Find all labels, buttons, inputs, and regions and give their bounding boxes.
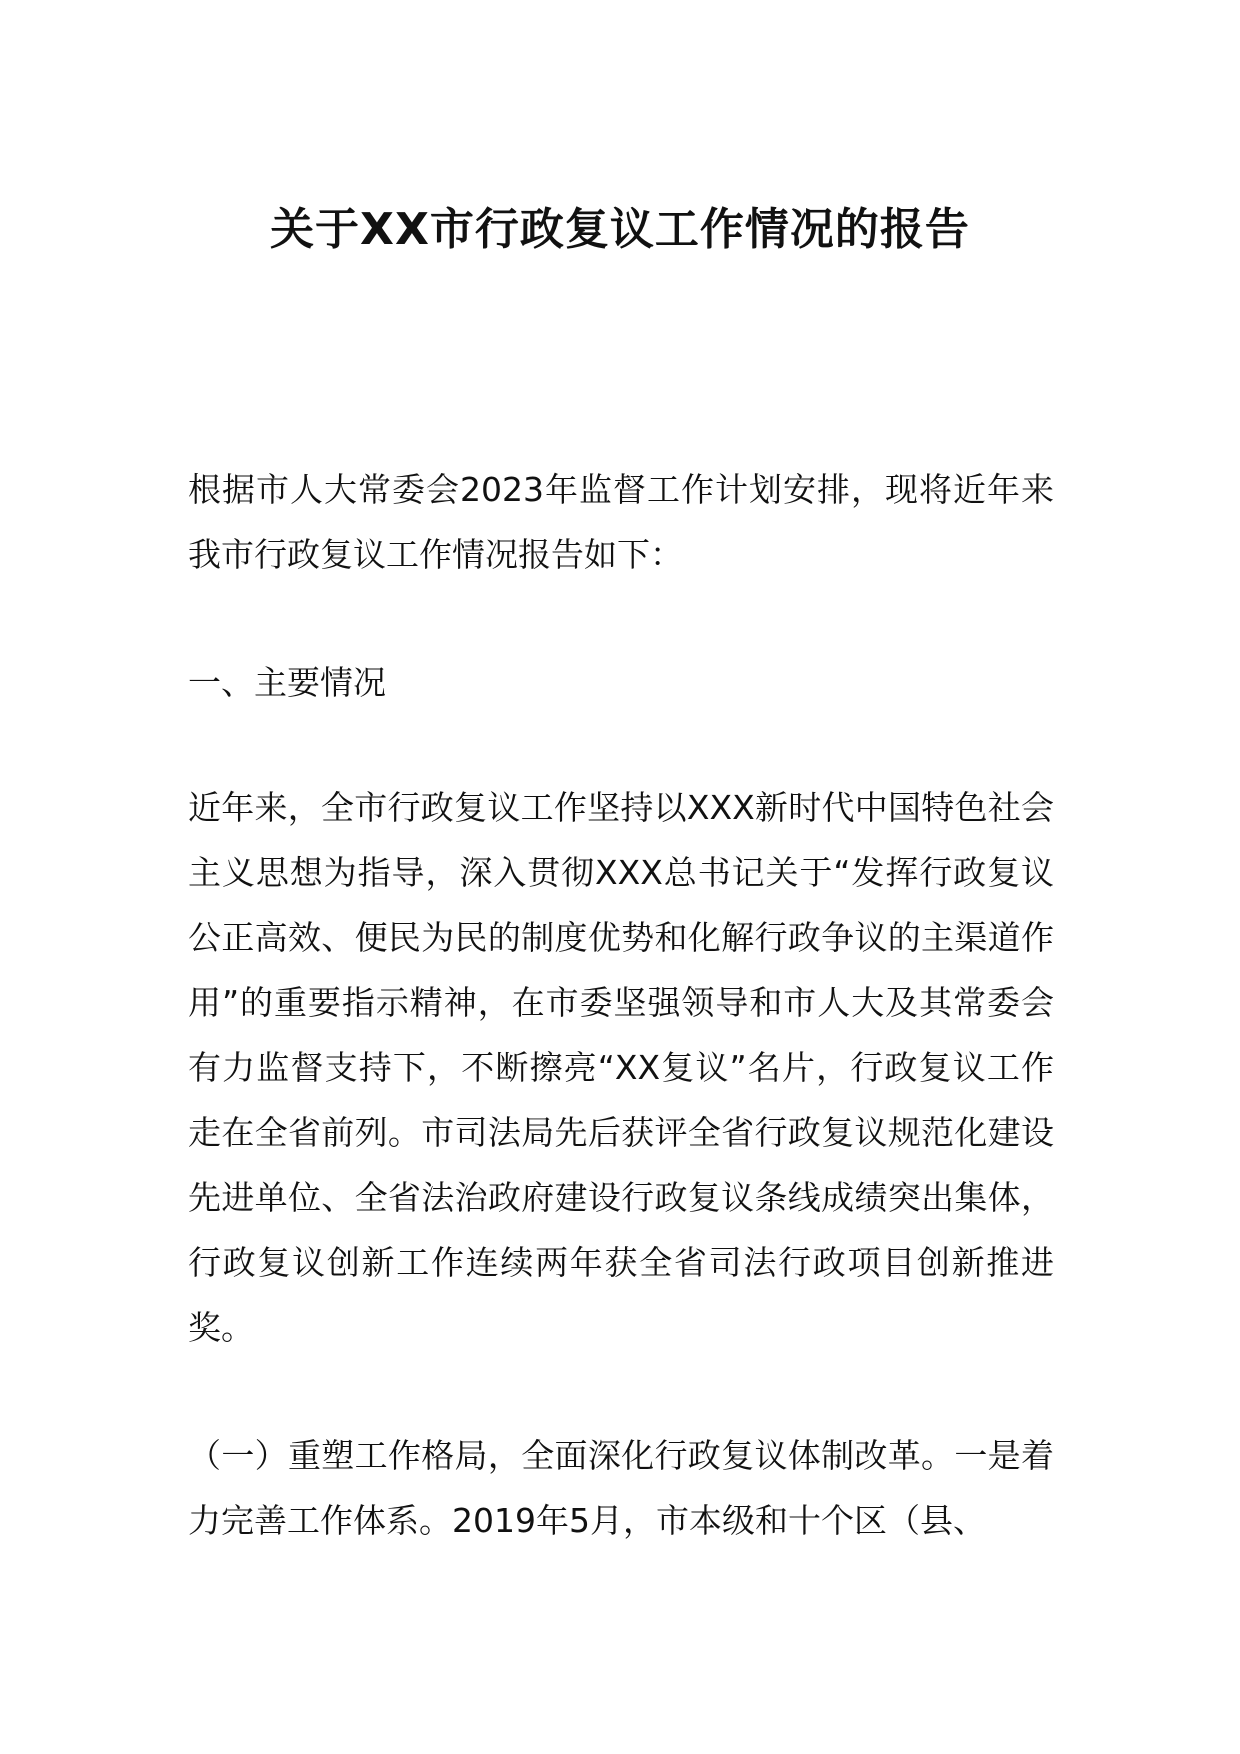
subsection-paragraph: （一）重塑工作格局，全面深化行政复议体制改革。一是着力完善工作体系。2019年5月，市本级和十个区（县、 (188, 1436, 1054, 1540)
intro-paragraph: 根据市人大常委会2023年监督工作计划安排，现将近年来我市行政复议工作情况报告如下： (188, 470, 1054, 574)
section-heading: 一、主要情况 (188, 663, 386, 702)
document-title: 关于XX市行政复议工作情况的报告 (270, 204, 970, 255)
section-body-paragraph: 近年来，全市行政复议工作坚持以XXX新时代中国特色社会主义思想为指导，深入贯彻XXX总书记关于“发挥行政复议公正高效、便民为民的制度优势和化解行政争议的主渠道作用”的重要指示精神，在市委坚强领导和市人大及其常委会有力监督支持下，不断擦亮“XX复议”名片，行政复议工作走在全省前列。市司法局先后获评全省行政复议规范化建设先进单位、全省法治政府建设行政复议条线成绩突出集体，行政复议创新工作连续两年获全省司法行政项目创新推进奖。 (188, 788, 1054, 1347)
